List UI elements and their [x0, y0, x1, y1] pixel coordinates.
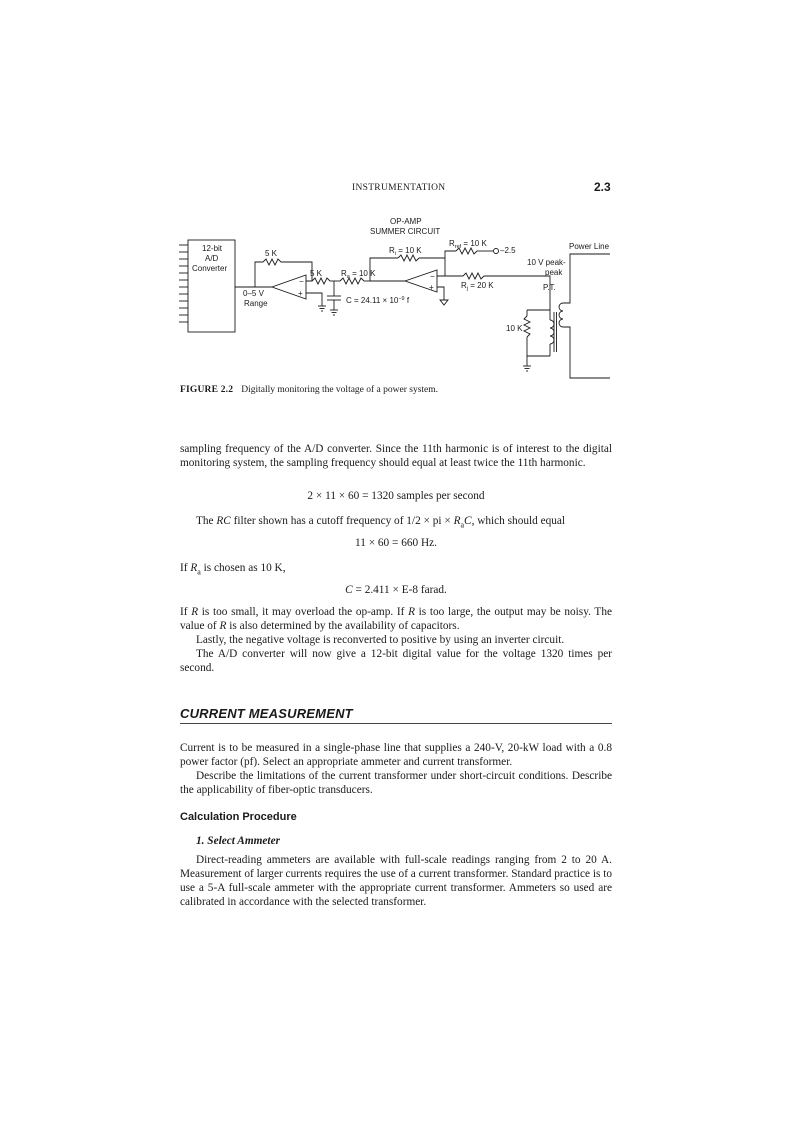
body-paragraph-2: The RC filter shown has a cutoff frequency of 1/2 × pi × $R_aC$, which should equal: [196, 515, 566, 530]
equation-samples: 2 × 11 × 60 = 1320 samples per second: [307, 490, 485, 502]
label-5k-feedback: 5 K: [265, 249, 278, 258]
pt-secondary-coil: [550, 320, 554, 344]
summer-title-line1: OP-AMP: [390, 217, 422, 226]
range-label-1: 0–5 V: [243, 289, 264, 298]
label-rref: $R_{ref} = 10$ K: [449, 239, 487, 250]
section-paragraph-1: Current is to be measured in a single-phase line that supplies a 240-V, 20-kW load with a 0.8 power factor (pf). Select an appropriate ammeter and current transformer.: [180, 742, 612, 768]
label-10k-sense: 10 K: [506, 324, 523, 333]
body-paragraph-4: If R is too small, it may overload the op-amp. If R is too large, the output may be noisy. The value of R is also determined by the availability of capacitors.: [180, 606, 612, 632]
label-ri: $R_i = 10$ K: [389, 246, 422, 257]
label-pt: P.T.: [543, 283, 556, 292]
label-5k-input: 5 K: [310, 269, 323, 278]
inverter-plus: +: [298, 289, 303, 298]
adc-label-3: Converter: [192, 264, 228, 273]
resistor-ri: [398, 255, 419, 261]
inverter-minus: −: [299, 277, 304, 286]
range-label-2: Range: [244, 299, 268, 308]
label-rref-terminal: –2.5: [500, 246, 516, 255]
resistor-ra: [340, 278, 364, 284]
section-paragraph-2: Describe the limitations of the current transformer under short-circuit conditions. Describe the applicability of fiber-optic transducers.: [180, 770, 612, 796]
body-paragraph-6: The A/D converter will now give a 12-bit digital value for the voltage 1320 times per second.: [180, 648, 612, 674]
label-rj: $R_j = 20$ K: [461, 281, 494, 292]
adc-label-2: A/D: [205, 254, 219, 263]
resistor-5k-feedback: [263, 259, 281, 265]
pt-primary-coil: [559, 303, 563, 327]
rref-terminal: [494, 249, 499, 254]
equation-capacitance: C = 2.411 × E-8 farad.: [345, 584, 447, 596]
label-capacitor: $C = 24.11 \times 10^{-9}$ f: [346, 296, 410, 305]
label-ra: $R_a = 10$ K: [341, 269, 376, 280]
resistor-rj: [463, 273, 484, 279]
figure-caption: FIGURE 2.2 Digitally monitoring the voltage of a power system.: [180, 385, 439, 395]
label-peak-2: peak: [545, 268, 563, 277]
body-paragraph-1: sampling frequency of the A/D converter. Since the 11th harmonic is of interest to the digital monitoring system, the sampling frequency should equal at least twice the 11th harmonic.: [180, 443, 612, 469]
circuit-diagram: [0, 0, 793, 400]
section-title: CURRENT MEASUREMENT: [180, 706, 353, 721]
section-rule: [180, 723, 612, 724]
body-paragraph-3: If $R_a$ is chosen as 10 K,: [180, 562, 286, 577]
label-power-line: Power Line: [569, 242, 610, 251]
step-paragraph: Direct-reading ammeters are available with full-scale readings ranging from 2 to 20 A. Measurement of larger currents requires the use of a current transformer. Standard practice is to use a 5-A full-scale ammeter with the appropriate current transformer. Ammeters so used are calibrated in accordance with the selected transformer.: [180, 854, 612, 908]
resistor-10k-sense: [524, 316, 530, 337]
subsection-title: Calculation Procedure: [180, 811, 297, 823]
adc-pins: [179, 245, 188, 322]
summer-plus: +: [429, 283, 434, 292]
summer-title-line2: SUMMER CIRCUIT: [370, 227, 441, 236]
running-title: INSTRUMENTATION: [352, 183, 446, 193]
resistor-5k-input: [312, 278, 330, 284]
summer-minus: −: [430, 272, 435, 281]
adc-label-1: 12-bit: [202, 244, 223, 253]
step-title: 1. Select Ammeter: [196, 835, 280, 847]
label-peak-1: 10 V peak-: [527, 258, 566, 267]
page-number: 2.3: [594, 180, 611, 194]
body-paragraph-5: Lastly, the negative voltage is reconverted to positive by using an inverter circuit.: [196, 634, 565, 646]
equation-cutoff: 11 × 60 = 660 Hz.: [355, 537, 437, 549]
